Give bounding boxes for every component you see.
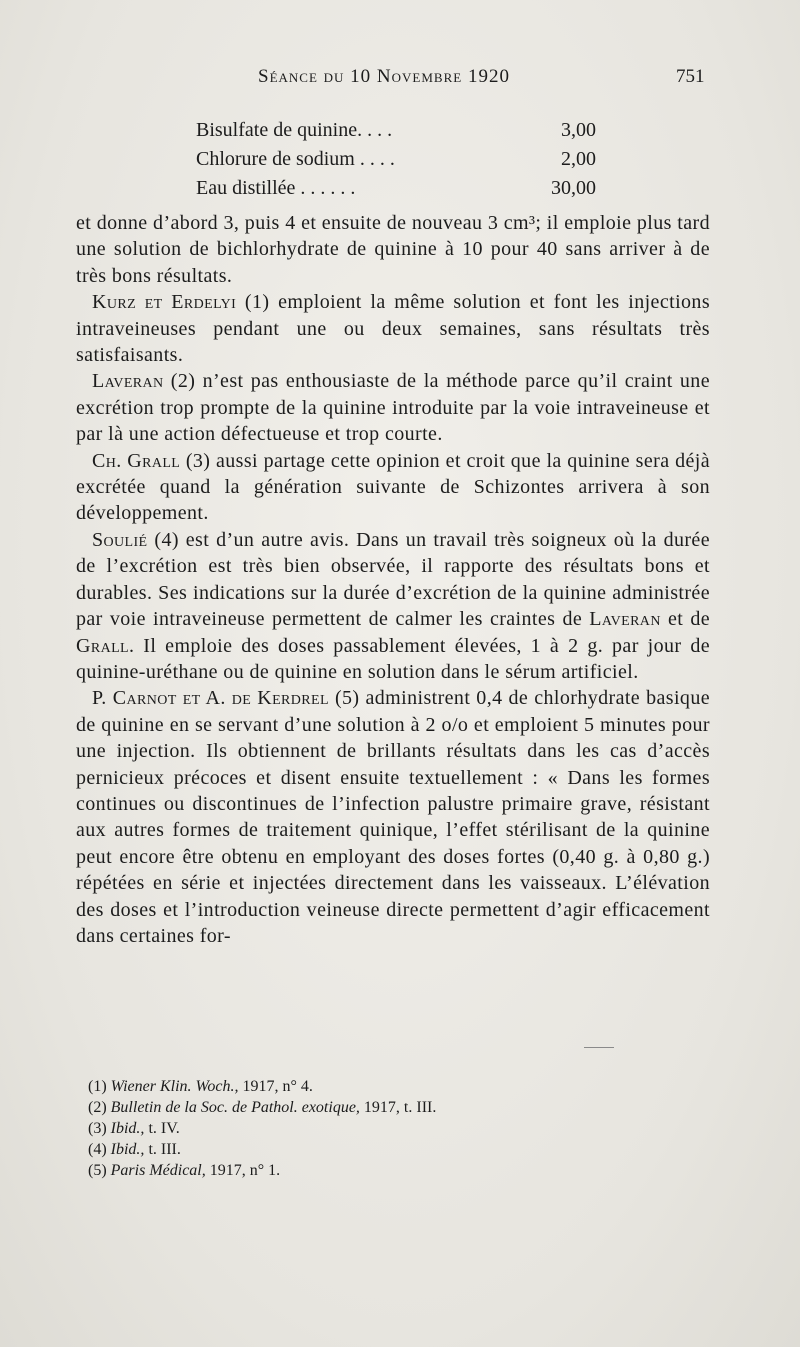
paragraph-text: . Il emploie des doses passablement élevées, 1 à 2 g. par jour de quinine-uréthane ou de quinine en solution dans le sérum artificiel.: [76, 634, 710, 683]
author-name: Laveran: [589, 608, 661, 631]
running-head: [0, 66, 800, 96]
paragraph-kurz-erdelyi: [76, 289, 710, 368]
footnote: [88, 1139, 688, 1160]
formula-row: [196, 116, 596, 145]
footnote: [88, 1076, 688, 1097]
footnote-detail: 1917, n° 1.: [205, 1162, 281, 1179]
paragraph-carnot-kerdrel: [76, 685, 710, 949]
paragraph-text: et de: [660, 608, 711, 631]
footnote-source: Wiener Klin. Woch.,: [110, 1078, 239, 1095]
footnote-number: (2): [88, 1099, 107, 1116]
footnote-detail: 1917, t. III.: [359, 1099, 437, 1116]
footnote-rule: [584, 1047, 614, 1048]
author-name: Laveran: [92, 370, 164, 393]
formula-quantity: 30,00: [551, 177, 596, 199]
author-name: P. Carnot et A. de Kerdrel: [92, 687, 329, 710]
paragraph-text: (1) emploient la même solution et font les injections intraveineuses pendant une ou deux semaines, sans résultats très satisfaisants.: [76, 291, 711, 367]
footnote-number: (4): [88, 1141, 107, 1158]
formula-quantity: 2,00: [561, 148, 596, 170]
paragraph-text: (3) aussi partage cette opinion et croit que la quinine sera déjà excrétée quand la génération suivante de Schizontes arrivera à son développement.: [76, 449, 710, 525]
paragraph-soulie: [76, 527, 710, 685]
footnote: [88, 1160, 688, 1181]
formula-quantity: 3,00: [561, 119, 596, 141]
formula-ingredient: Eau distillée . . . . . .: [196, 177, 356, 199]
footnote: [88, 1118, 688, 1139]
footnote-source: Ibid.,: [110, 1141, 145, 1158]
running-title: Séance du 10 Novembre 1920: [258, 66, 510, 87]
footnote-number: (3): [88, 1120, 107, 1137]
author-name: Grall: [76, 634, 129, 657]
formula-ingredient: Bisulfate de quinine. . . .: [196, 119, 393, 141]
footnote: [88, 1097, 688, 1118]
author-name: Soulié: [92, 528, 148, 551]
footnote-detail: t. IV.: [144, 1120, 180, 1137]
footnote-source: Ibid.,: [110, 1120, 145, 1137]
footnote-number: (1): [88, 1078, 107, 1095]
paragraph-text: (5) administrent 0,4 de chlorhydrate basique de quinine en se servant d’une solution à 2 o/o et emploient 5 minutes pour une injection. Ils obtiennent de brillants résultats dans les cas d’accès pernicieux précoces et disent ensuite textuellement : « Dans les formes continues ou discontinues de l’infection palustre primaire grave, résistant aux autres formes de traitement quinique, l’effet stérilisant de la quinine peut encore être obtenu en employant des doses fortes (0,40 g. à 0,80 g.) répétées en série et injectées directement dans les vaisseaux. L’élévation des doses et l’introduction veineuse directe permettent d’agir efficacement dans certaines for-: [76, 687, 710, 947]
paragraph-text: (4) est d’un autre avis. Dans un travail très soigneux où la durée de l’excrétion est très bien observée, il rapporte des résultats bons et durables. Ses indications sur la durée d’excrétion de la quinine administrée par voie intraveineuse permettent de calmer les craintes de: [76, 528, 710, 631]
paragraph-grall: [76, 448, 710, 527]
footnote-source: Bulletin de la Soc. de Pathol. exotique,: [110, 1099, 360, 1116]
body-text: [76, 210, 710, 949]
page-number: 751: [676, 66, 705, 87]
paragraph-laveran: [76, 368, 710, 447]
footnote-source: Paris Médical,: [110, 1162, 206, 1179]
formula-table: [196, 116, 596, 203]
author-name: Ch. Grall: [92, 449, 181, 472]
footnote-number: (5): [88, 1162, 107, 1179]
author-name: Kurz et Erdelyi: [92, 291, 237, 314]
formula-row: [196, 145, 596, 174]
formula-row: [196, 174, 596, 203]
footnotes: [88, 1076, 688, 1181]
footnote-detail: 1917, n° 4.: [238, 1078, 313, 1095]
footnote-detail: t. III.: [144, 1141, 181, 1158]
paragraph-continuation: et donne d’abord 3, puis 4 et ensuite de nouveau 3 cm³; il emploie plus tard une solution de bichlorhydrate de quinine à 10 pour 40 sans arriver à de très bons résultats.: [76, 212, 710, 287]
formula-ingredient: Chlorure de sodium . . . .: [196, 148, 395, 170]
paragraph-text: (2) n’est pas enthousiaste de la méthode parce qu’il craint une excrétion trop prompte de la quinine introduite par la voie intraveineuse et par là une action défectueuse et trop courte.: [76, 370, 710, 446]
